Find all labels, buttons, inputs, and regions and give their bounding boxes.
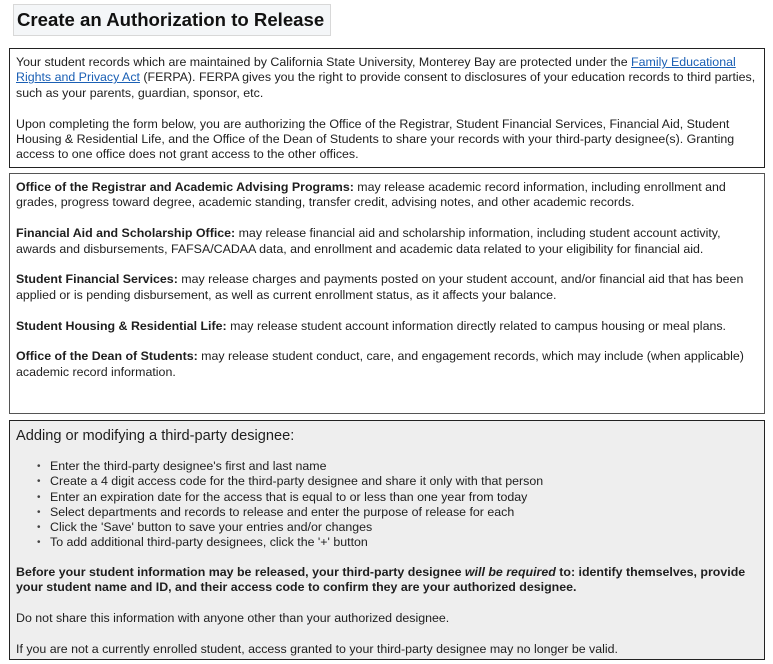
office-name: Student Financial Services: — [16, 272, 178, 287]
page-title-box — [13, 4, 331, 36]
office-description: may release financial aid and scholarship information, including student account activity, awards and disbursements, FAFSA/CADAA data, and enrollment and academic data related to your eligibility for financial aid. — [16, 226, 721, 256]
office-registrar — [16, 180, 758, 211]
instructions-heading: Adding or modifying a third-party designee: — [16, 428, 295, 444]
office-dean-of-students — [16, 349, 758, 380]
verification-warning — [16, 565, 758, 596]
instruction-step: • Create a 4 digit access code for the third-party designee and share it only with that person — [37, 474, 758, 489]
offices-panel — [9, 173, 765, 414]
ferpa-intro-paragraph — [16, 55, 758, 101]
warning-emphasis: will be required — [464, 564, 556, 579]
intro-text-before-link: Your student records which are maintained by California State University, Monterey Bay are protected under the — [16, 55, 632, 69]
office-description: may release student account information directly related to campus housing or meal plans. — [226, 318, 726, 333]
office-description: may release academic record information, including enrollment and grades, progress toward degree, academic standing, transfer credit, advising notes, and other academic records. — [16, 180, 726, 210]
office-name: Financial Aid and Scholarship Office: — [16, 226, 236, 241]
warning-text: Before your student information may be released, your third-party designee — [16, 564, 465, 579]
designee-instructions-panel — [9, 420, 765, 660]
instruction-step: • Enter an expiration date for the access that is equal to or less than one year from today — [37, 490, 758, 505]
warning-text: to: identify themselves, provide your student name and ID, and their access code to confirm they are your authorized designee. — [16, 564, 746, 595]
instruction-step: • To add additional third-party designees, click the '+' button — [37, 535, 758, 550]
page-title: Create an Authorization to Release — [17, 9, 325, 30]
ferpa-intro-panel — [9, 48, 765, 168]
office-description: may release student conduct, care, and engagement records, which may include (when applicable) academic record information. — [16, 349, 744, 379]
office-name: Office of the Dean of Students: — [16, 349, 198, 364]
office-name: Office of the Registrar and Academic Advising Programs: — [16, 180, 354, 194]
instruction-step: • Select departments and records to release and enter the purpose of release for each — [37, 505, 758, 520]
instruction-step: • Click the 'Save' button to save your entries and/or changes — [37, 520, 758, 535]
office-student-housing — [16, 319, 758, 334]
office-description: may release charges and payments posted on your student account, and/or financial aid that has been applied or is pending disbursement, as well as current enrollment status, as it affects your balance. — [16, 272, 744, 302]
instructions-steps-list — [16, 459, 758, 551]
office-financial-aid — [16, 226, 758, 257]
do-not-share-note: Do not share this information with anyone other than your authorized designee. — [16, 610, 450, 625]
authorization-paragraph: Upon completing the form below, you are authorizing the Office of the Registrar, Student Financial Services, Financial Aid, Student Housing & Residential Life, and the Office of the Dean of Students to share your records with your third-party designee(s). Granting access to one office does not grant access to the other offices. — [16, 116, 735, 162]
instruction-step: • Enter the third-party designee's first and last name — [37, 459, 758, 474]
enrollment-validity-note: If you are not a currently enrolled student, access granted to your third-party designee may no longer be valid. — [16, 641, 618, 656]
office-student-financial-services — [16, 272, 758, 303]
intro-text-after-link: (FERPA). FERPA gives you the right to provide consent to disclosures of your education records to third parties, such as your parents, guardian, sponsor, etc. — [16, 70, 756, 100]
ferpa-link[interactable]: Family Educational Rights and Privacy Act — [16, 55, 736, 85]
office-name: Student Housing & Residential Life: — [16, 318, 227, 333]
